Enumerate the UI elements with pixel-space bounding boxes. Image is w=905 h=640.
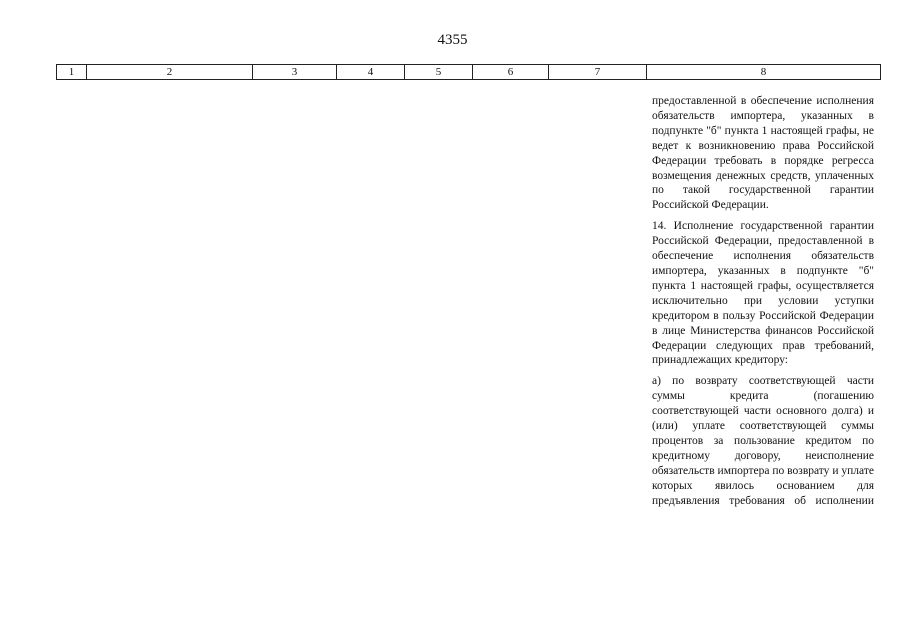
page-number: 4355 xyxy=(437,32,468,48)
column-header-2: 2 xyxy=(87,65,253,80)
column-header-table xyxy=(56,64,881,80)
column-8-text xyxy=(652,94,874,514)
column-header-1: 1 xyxy=(57,65,87,80)
column-8-paragraph: 14. Исполнение государственной гарантии Российской Федерации, предоставленной в обеспечение исполнения обязательств импортера, указанных в подпункте "б" пункта 1 настоящей графы, осуществляется исключительно при условии уступки кредитором в пользу Российской Федерации в лице Министерства финансов Российской Федерации следующих прав требований, принадлежащих кредитору: xyxy=(652,220,874,367)
column-header-6: 6 xyxy=(473,65,549,80)
column-header-3: 3 xyxy=(253,65,337,80)
column-header-4: 4 xyxy=(337,65,405,80)
column-8-paragraph: предоставленной в обеспечение исполнения обязательств импортера, указанных в подпункте "б" пункта 1 настоящей графы, не ведет к возникновению права Российской Федерации требовать в порядке регресса возмещения денежных средств, уплаченных по такой государственной гарантии Российской Федерации. xyxy=(652,95,874,212)
column-header-8: 8 xyxy=(647,65,881,80)
column-8-paragraph: а) по возврату соответствующей части суммы кредита (погашению соответствующей части основного долга) и (или) уплате соответствующей суммы процентов за пользование кредитом по кредитному договору, неисполнение обязательств импортера по возврату и уплате которых явилось основанием для предъявления требования об исполнении xyxy=(652,375,874,507)
column-header-row xyxy=(57,65,881,80)
column-header-7: 7 xyxy=(549,65,647,80)
column-header-5: 5 xyxy=(405,65,473,80)
